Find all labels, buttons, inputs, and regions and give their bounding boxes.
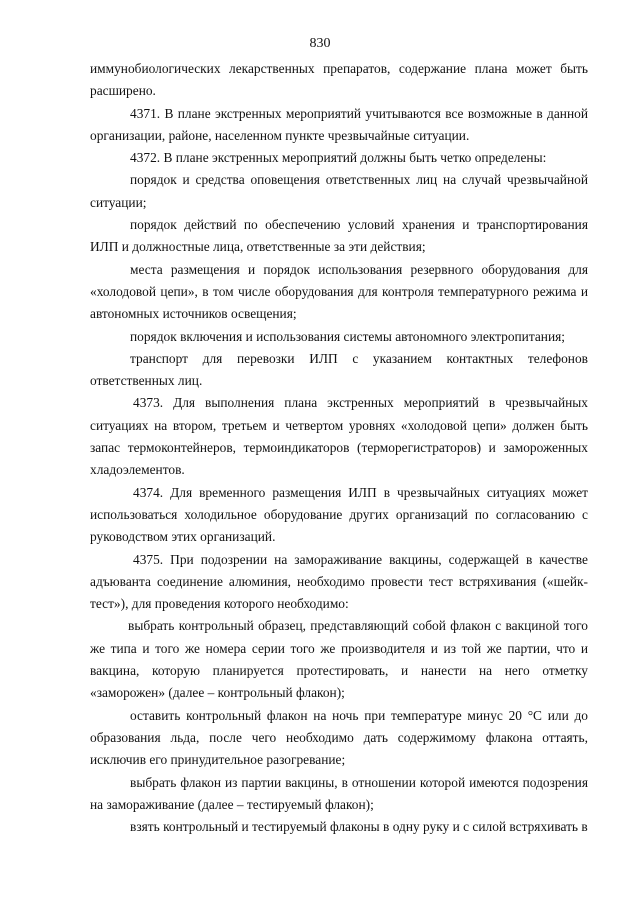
list-item: взять контрольный и тестируемый флаконы в одну руку и с силой встряхивать в	[130, 819, 588, 835]
list-item: выбрать флакон из партии вакцины, в отношении которой имеются подозрения на замораживание (далее – тестируемый флакон);	[90, 774, 588, 812]
paragraph: иммунобиологических лекарственных препаратов, содержание плана может быть расширено.	[90, 61, 588, 99]
paragraph-4373: 4373. Для выполнения плана экстренных мероприятий в чрезвычайных ситуациях на втором, третьем и четвертом уровнях «холодовой цепи» должен быть запас термоконтейнеров, термоиндикаторов (терморегистраторов) и замороженных хладоэлементов.	[90, 395, 588, 478]
list-item: порядок включения и использования системы автономного электропитания;	[130, 328, 566, 344]
paragraph-4371: 4371. В плане экстренных мероприятий учитываются все возможные в данной организации, районе, населенном пункте чрезвычайные ситуации.	[90, 105, 588, 143]
page-number: 830	[309, 36, 331, 51]
list-item: оставить контрольный флакон на ночь при температуре минус 20 °С или до образования льда, после чего необходимо дать содержимому флакона оттаять, исключив его принудительное разогревание;	[90, 707, 588, 768]
list-item: выбрать контрольный образец, представляющий собой флакон с вакциной того же типа и того же номера серии того же производителя и из той же партии, что и вакцина, которую планируется протестировать, и нанести на него отметку «заморожен» (далее – контрольный флакон);	[90, 618, 588, 701]
list-item: порядок действий по обеспечению условий хранения и транспортирования ИЛП и должностные лица, ответственные за эти действия;	[90, 217, 588, 255]
list-item: транспорт для перевозки ИЛП с указанием контактных телефонов ответственных лиц.	[90, 350, 588, 389]
paragraph-4374: 4374. Для временного размещения ИЛП в чрезвычайных ситуациях может использоваться холодильное оборудование других организаций по согласованию с руководством этих организаций.	[90, 484, 588, 545]
list-item: порядок и средства оповещения ответственных лиц на случай чрезвычайной ситуации;	[90, 172, 588, 210]
document-body	[90, 58, 588, 838]
paragraph-4375: 4375. При подозрении на замораживание вакцины, содержащей в качестве адъюванта соединение алюминия, необходимо провести тест встряхивания («шейк-тест»), для проведения которого необходимо:	[90, 551, 588, 612]
list-item: места размещения и порядок использования резервного оборудования для «холодовой цепи», в том числе оборудования для контроля температурного режима и автономных источников освещения;	[90, 261, 588, 322]
paragraph-4372: 4372. В плане экстренных мероприятий должны быть четко определены:	[130, 150, 547, 166]
